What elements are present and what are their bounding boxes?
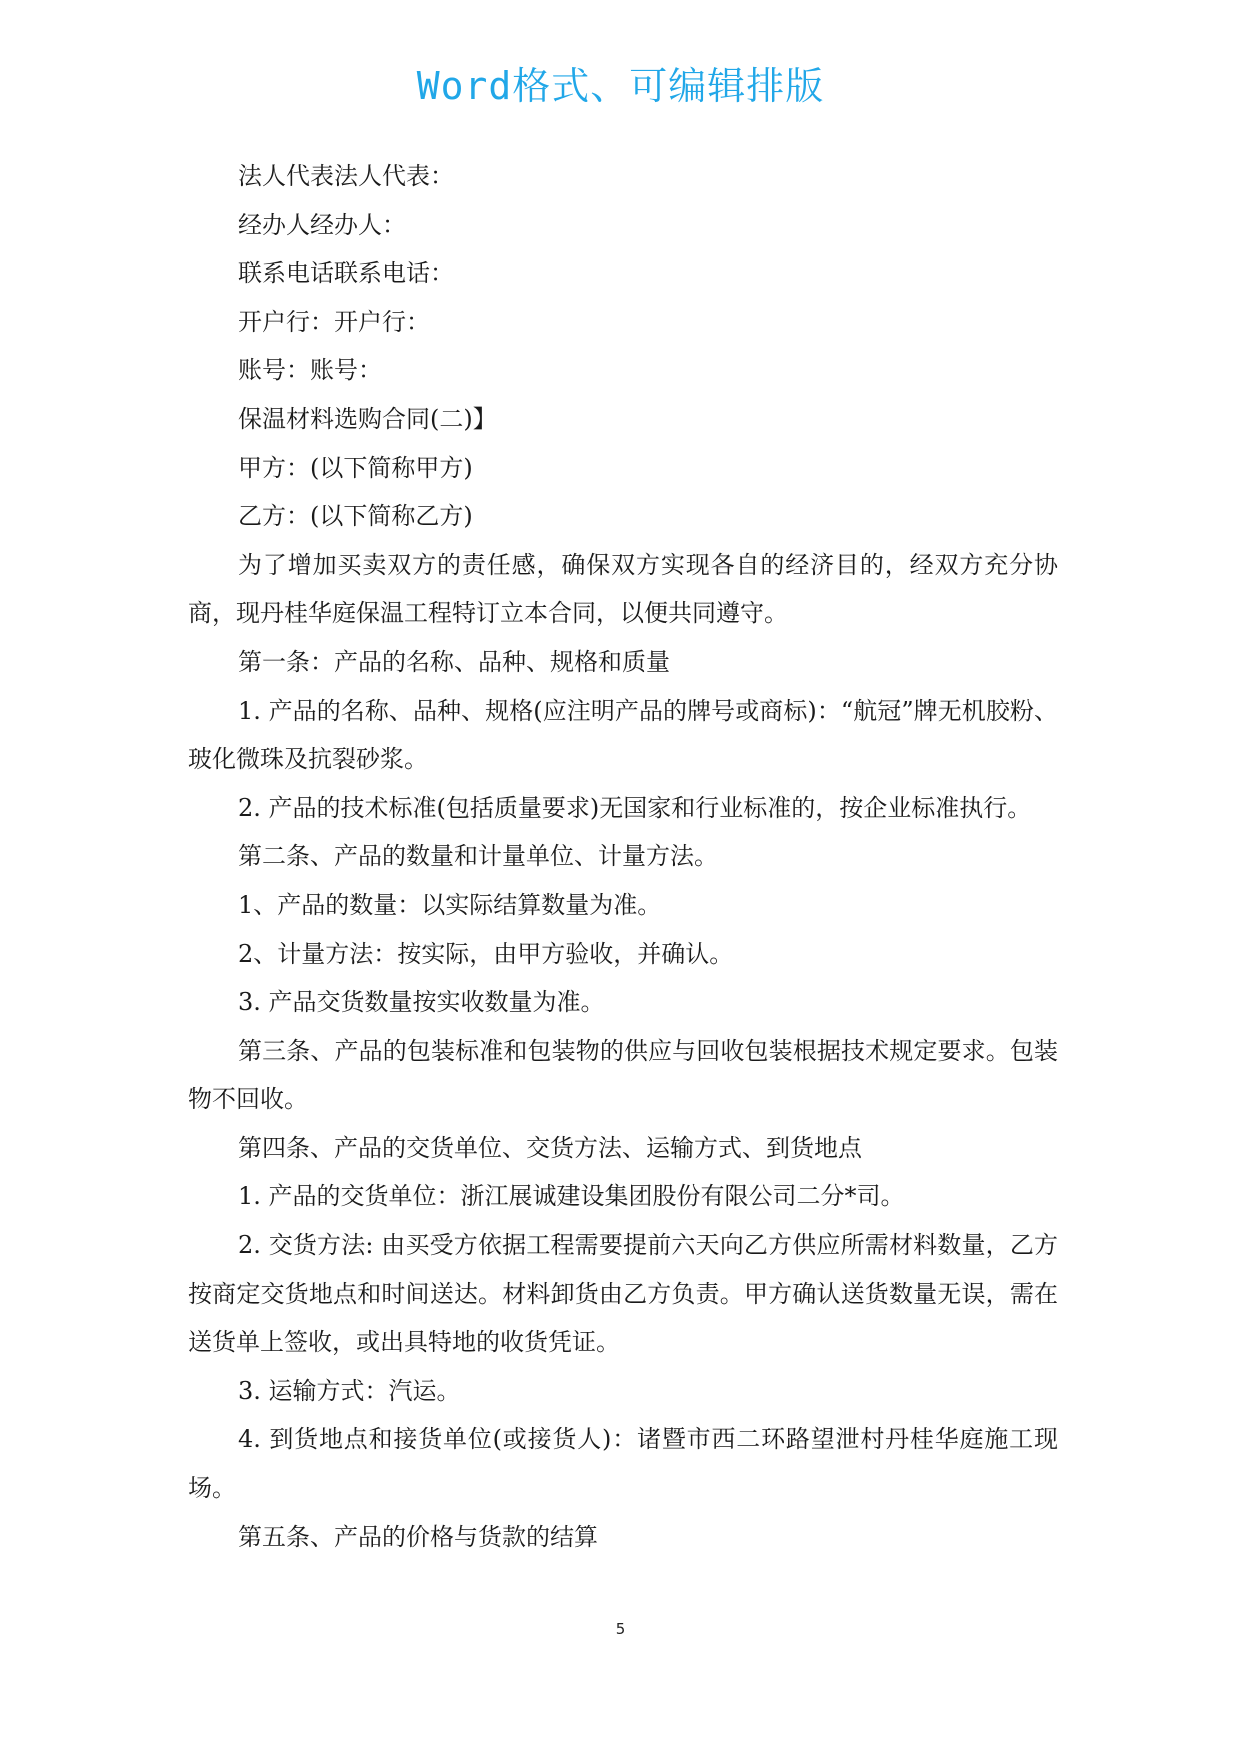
article-heading: 第一条：产品的名称、品种、规格和质量: [238, 647, 670, 676]
paragraph: 开户行：开户行：: [238, 307, 430, 336]
paragraph: 2. 交货方法: 由买受方依据工程需要提前六天向乙方供应所需材料数量，乙方按商定交货地点和时间送达。材料卸货由乙方负责。甲方确认送货数量无误，需在送货单上签收，或出具特地的收货凭证。: [188, 1231, 1058, 1357]
paragraph: 1. 产品的交货单位：浙江展诚建设集团股份有限公司二分*司。: [238, 1182, 905, 1211]
article-heading: 第五条、产品的价格与货款的结算: [238, 1522, 598, 1551]
paragraph: 1、产品的数量：以实际结算数量为准。: [238, 890, 662, 919]
party-b: 乙方：(以下简称乙方): [238, 502, 473, 531]
document-body: [188, 152, 1058, 1561]
paragraph: 法人代表法人代表：: [238, 162, 454, 190]
paragraph: 3. 产品交货数量按实收数量为准。: [238, 988, 605, 1017]
party-a: 甲方：(以下简称甲方): [238, 453, 473, 482]
article-heading: 第四条、产品的交货单位、交货方法、运输方式、到货地点: [238, 1133, 862, 1162]
article-heading: 第二条、产品的数量和计量单位、计量方法。: [238, 842, 718, 871]
article-heading: 第三条、产品的包装标准和包装物的供应与回收包装根据技术规定要求。包装物不回收。: [188, 1036, 1058, 1114]
page-header-title: Word格式、可编辑排版: [416, 64, 825, 108]
paragraph: 为了增加买卖双方的责任感，确保双方实现各自的经济目的，经双方充分协商，现丹桂华庭保温工程特订立本合同，以便共同遵守。: [188, 550, 1058, 628]
paragraph: 2. 产品的技术标准(包括质量要求)无国家和行业标准的，按企业标准执行。: [238, 793, 1032, 822]
paragraph: 3. 运输方式：汽运。: [238, 1376, 461, 1405]
contract-title: 保温材料选购合同(二)】: [238, 404, 497, 433]
paragraph: 4. 到货地点和接货单位(或接货人)：诸暨市西二环路望泄村丹桂华庭施工现场。: [188, 1425, 1058, 1503]
paragraph: 2、计量方法：按实际，由甲方验收，并确认。: [238, 939, 734, 968]
paragraph: 1. 产品的名称、品种、规格(应注明产品的牌号或商标)：“航冠”牌无机胶粉、玻化微珠及抗裂砂浆。: [188, 696, 1058, 774]
paragraph: 经办人经办人：: [238, 210, 406, 239]
page-number: 5: [615, 1620, 626, 1638]
paragraph: 账号：账号：: [238, 356, 382, 385]
paragraph: 联系电话联系电话：: [238, 259, 454, 288]
